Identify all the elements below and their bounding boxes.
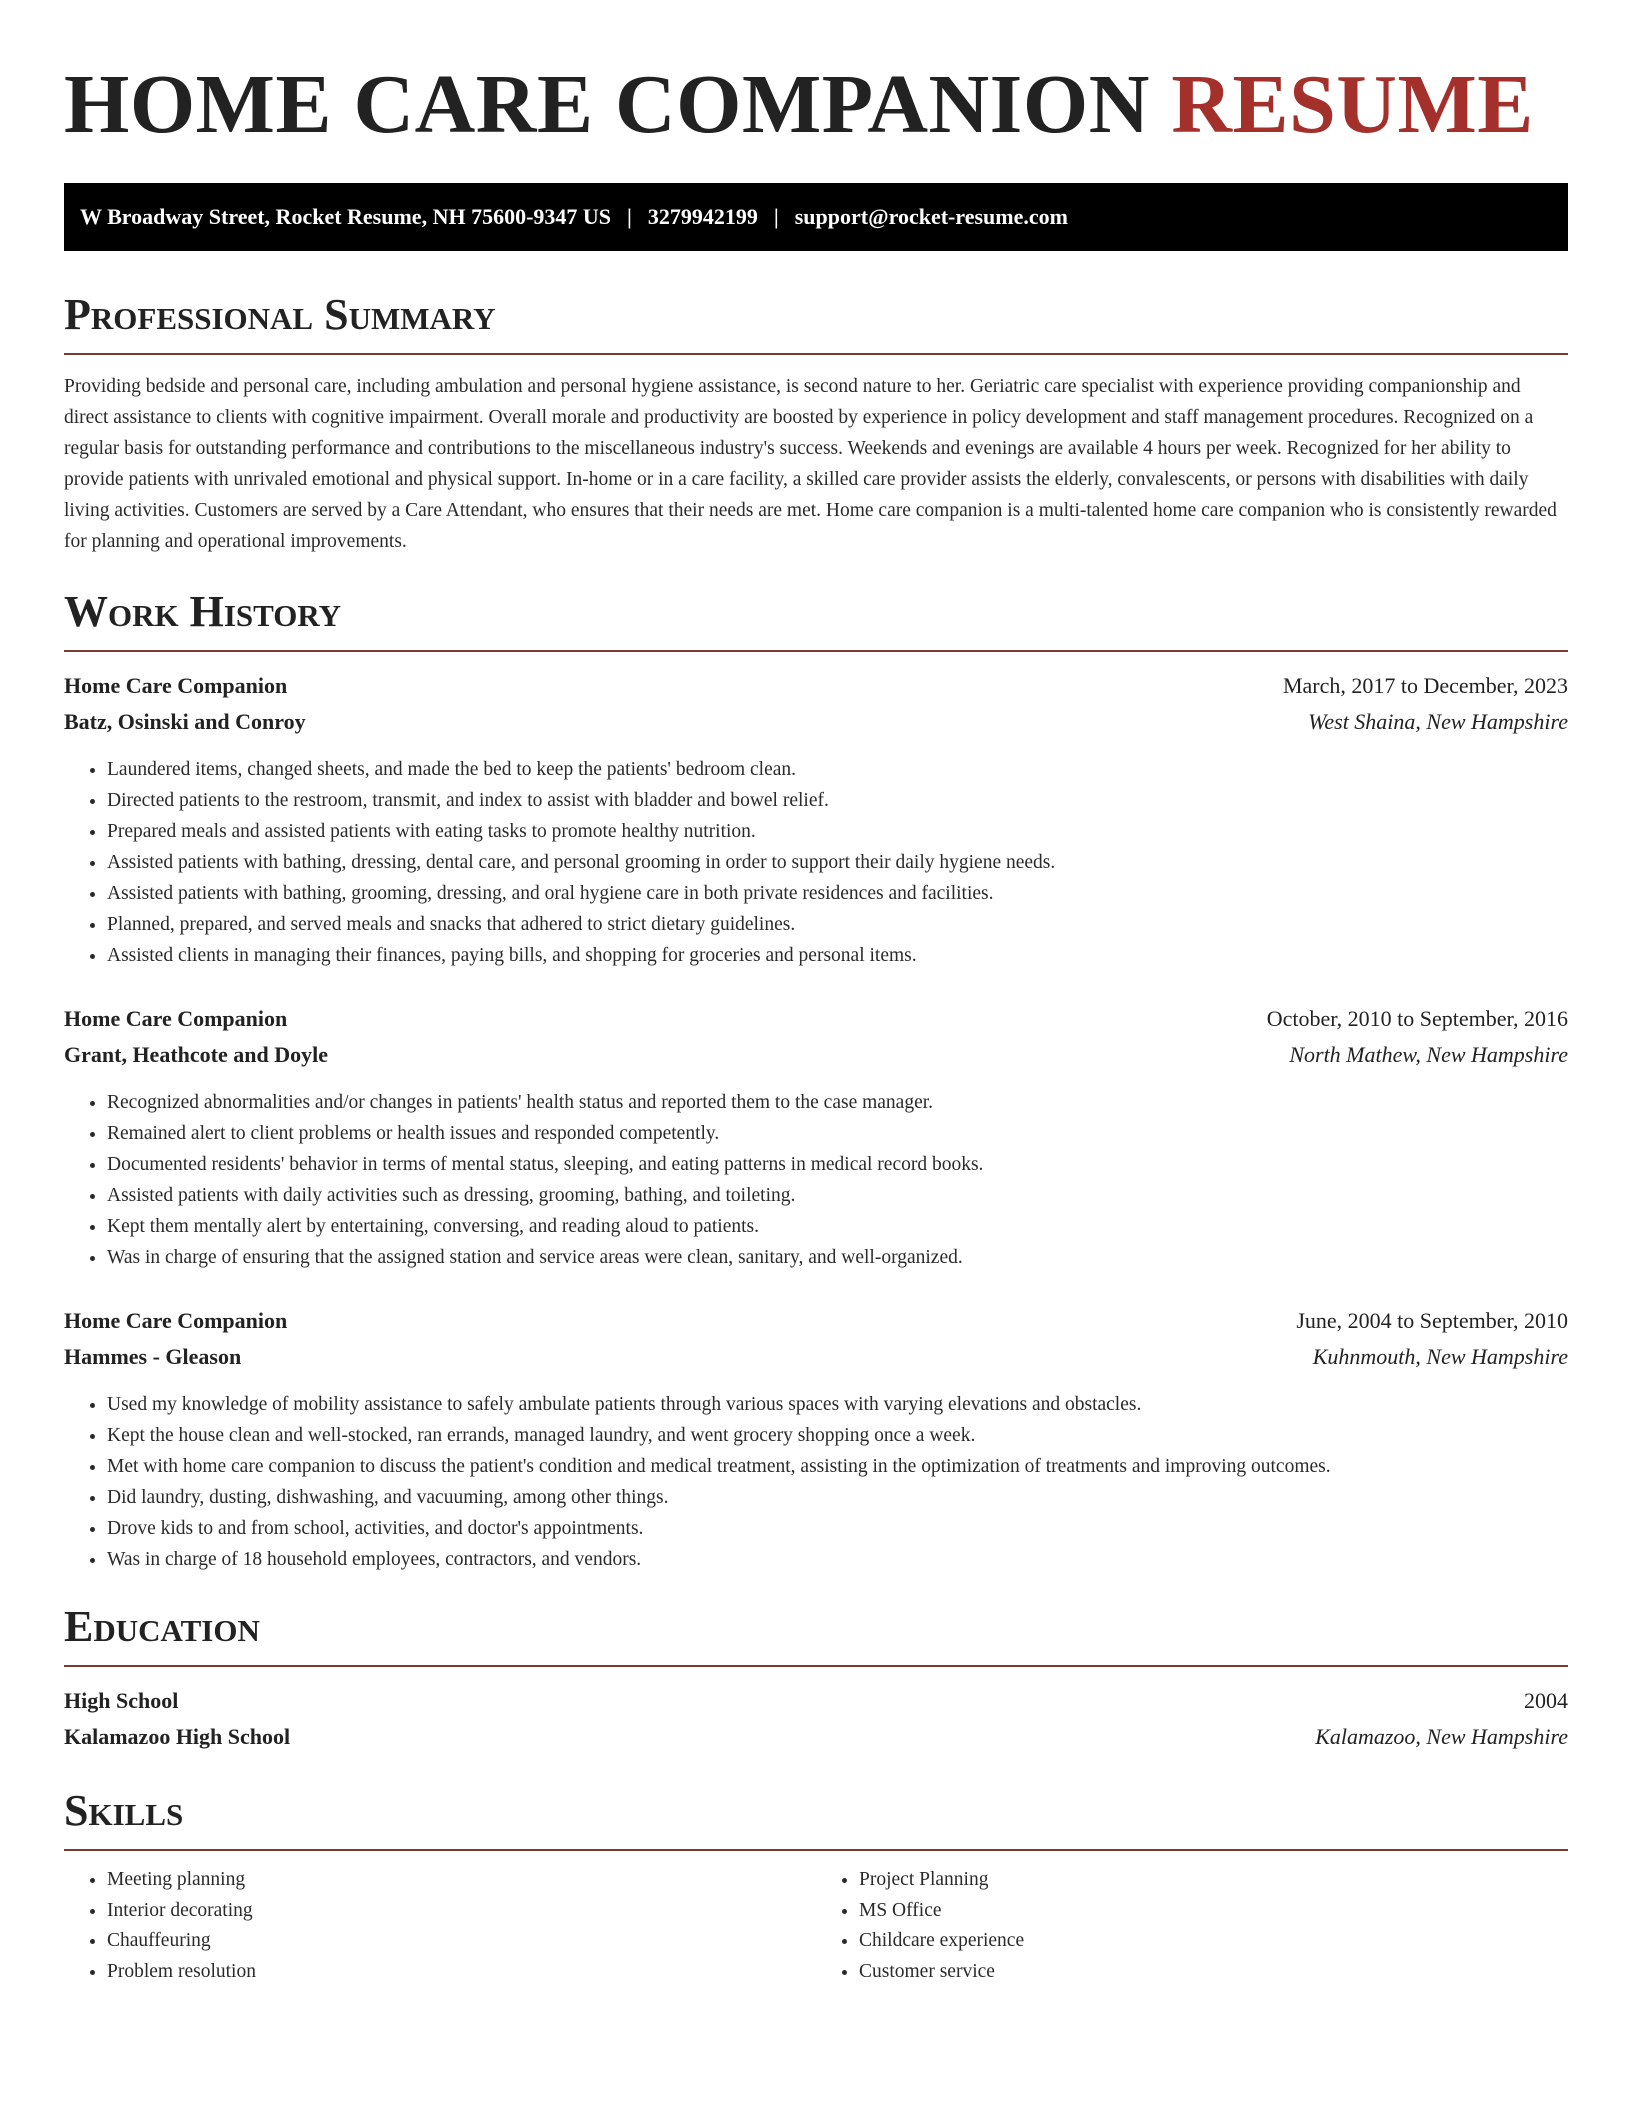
job-bullet: • Assisted patients with bathing, dressing, dental care, and personal grooming in order to support their daily hygiene needs. <box>107 847 1568 878</box>
contact-phone: 3279942199 <box>647 204 758 229</box>
job-bullet: • Remained alert to client problems or health issues and responded competently. <box>107 1118 1568 1149</box>
job-bullets <box>64 1087 1568 1273</box>
contact-email: support@rocket-resume.com <box>794 204 1068 229</box>
resume-title <box>64 55 1568 155</box>
skill-item: • Interior decorating <box>107 1896 816 1927</box>
job-bullet: • Planned, prepared, and served meals and snacks that adhered to strict dietary guidelines. <box>107 909 1568 940</box>
contact-address: W Broadway Street, Rocket Resume, NH 75600-9347 US <box>80 204 612 229</box>
education-location: Kalamazoo, New Hampshire <box>1315 1724 1568 1749</box>
work-section <box>64 586 1568 1575</box>
section-divider <box>64 1665 1568 1667</box>
section-title-work: Work History <box>64 587 342 636</box>
education-school: Kalamazoo High School <box>64 1724 291 1749</box>
section-divider <box>64 650 1568 652</box>
job-company: Batz, Osinski and Conroy <box>64 709 306 734</box>
job-bullet: • Was in charge of ensuring that the assigned station and service areas were clean, sanitary, and well-organized. <box>107 1242 1568 1273</box>
skill-item: • MS Office <box>859 1896 1568 1927</box>
skills-list-right <box>816 1865 1568 1987</box>
job-bullet: • Drove kids to and from school, activities, and doctor's appointments. <box>107 1513 1568 1544</box>
job-bullet: • Kept the house clean and well-stocked, ran errands, managed laundry, and went grocery shopping once a week. <box>107 1420 1568 1451</box>
job-bullet: • Assisted patients with daily activities such as dressing, grooming, bathing, and toileting. <box>107 1180 1568 1211</box>
job-title: Home Care Companion <box>64 673 288 698</box>
contact-separator: | <box>773 204 779 229</box>
education-section <box>64 1601 1568 1755</box>
job-bullet: • Assisted patients with bathing, grooming, dressing, and oral hygiene care in both private residences and facilities. <box>107 878 1568 909</box>
job-bullet: • Kept them mentally alert by entertaining, conversing, and reading aloud to patients. <box>107 1211 1568 1242</box>
contact-separator: | <box>627 204 632 229</box>
education-year: 2004 <box>1524 1688 1568 1713</box>
job-bullet: • Was in charge of 18 household employees, contractors, and vendors. <box>107 1544 1568 1575</box>
job-company: Hammes - Gleason <box>64 1344 242 1369</box>
job-bullet: • Assisted clients in managing their finances, paying bills, and shopping for groceries and personal items. <box>107 940 1568 971</box>
job-bullet: • Directed patients to the restroom, transmit, and index to assist with bladder and bowel relief. <box>107 785 1568 816</box>
section-title-summary: Professional Summary <box>64 290 496 339</box>
job-bullet: • Prepared meals and assisted patients with eating tasks to promote healthy nutrition. <box>107 816 1568 847</box>
job-bullet: • Recognized abnormalities and/or changes in patients' health status and reported them to the case manager. <box>107 1087 1568 1118</box>
section-title-skills: Skills <box>64 1786 184 1835</box>
job-dates: June, 2004 to September, 2010 <box>1296 1308 1568 1333</box>
section-divider <box>64 1849 1568 1851</box>
skill-item: • Customer service <box>859 1957 1568 1988</box>
contact-bar <box>64 183 1568 251</box>
job-title: Home Care Companion <box>64 1006 288 1031</box>
section-title-education: Education <box>64 1602 260 1651</box>
job-entry <box>64 1001 1568 1273</box>
job-location: North Mathew, New Hampshire <box>1289 1042 1568 1067</box>
summary-text: Providing bedside and personal care, including ambulation and personal hygiene assistance, is second nature to her. Geriatric care specialist with experience providing companionship and direct assistance to clients with cognitive impairment. Overall morale and productivity are boosted by experience in policy development and staff management procedures. Recognized on a regular basis for outstanding performance and contributions to the miscellaneous industry's success. Weekends and evenings are available 4 hours per week. Recognized for her ability to provide patients with unrivaled emotional and physical support. In-home or in a care facility, a skilled care provider assists the elderly, convalescents, or persons with disabilities with daily living activities. Customers are served by a Care Attendant, who ensures that their needs are met. Home care companion is a multi-talented home care companion who is consistently rewarded for planning and operational improvements. <box>64 376 1557 552</box>
title-main: HOME CARE COMPANION <box>64 58 1150 151</box>
job-company: Grant, Heathcote and Doyle <box>64 1042 328 1067</box>
job-bullet: • Documented residents' behavior in terms of mental status, sleeping, and eating patterns in medical record books. <box>107 1149 1568 1180</box>
job-entry <box>64 1303 1568 1575</box>
job-entry <box>64 668 1568 971</box>
skill-item: • Project Planning <box>859 1865 1568 1896</box>
skill-item: • Chauffeuring <box>107 1926 816 1957</box>
job-bullets <box>64 754 1568 971</box>
education-degree: High School <box>64 1688 179 1713</box>
skills-columns <box>64 1865 1568 1987</box>
job-dates: March, 2017 to December, 2023 <box>1282 673 1568 698</box>
job-bullet: • Used my knowledge of mobility assistance to safely ambulate patients through various spaces with varying elevations and obstacles. <box>107 1389 1568 1420</box>
title-accent: RESUME <box>1171 58 1534 151</box>
skills-section <box>64 1785 1568 1987</box>
job-bullet: • Laundered items, changed sheets, and made the bed to keep the patients' bedroom clean. <box>107 754 1568 785</box>
job-bullets <box>64 1389 1568 1575</box>
skill-item: • Meeting planning <box>107 1865 816 1896</box>
job-bullet: • Did laundry, dusting, dishwashing, and vacuuming, among other things. <box>107 1482 1568 1513</box>
skill-item: • Problem resolution <box>107 1957 816 1988</box>
skill-item: • Childcare experience <box>859 1926 1568 1957</box>
section-divider <box>64 353 1568 355</box>
job-location: Kuhnmouth, New Hampshire <box>1312 1344 1568 1369</box>
job-bullet: • Met with home care companion to discuss the patient's condition and medical treatment, assisting in the optimization of treatments and improving outcomes. <box>107 1451 1568 1482</box>
skills-list-left <box>64 1865 816 1987</box>
job-title: Home Care Companion <box>64 1308 288 1333</box>
job-location: West Shaina, New Hampshire <box>1308 709 1568 734</box>
summary-section <box>64 289 1568 557</box>
job-dates: October, 2010 to September, 2016 <box>1266 1006 1568 1031</box>
